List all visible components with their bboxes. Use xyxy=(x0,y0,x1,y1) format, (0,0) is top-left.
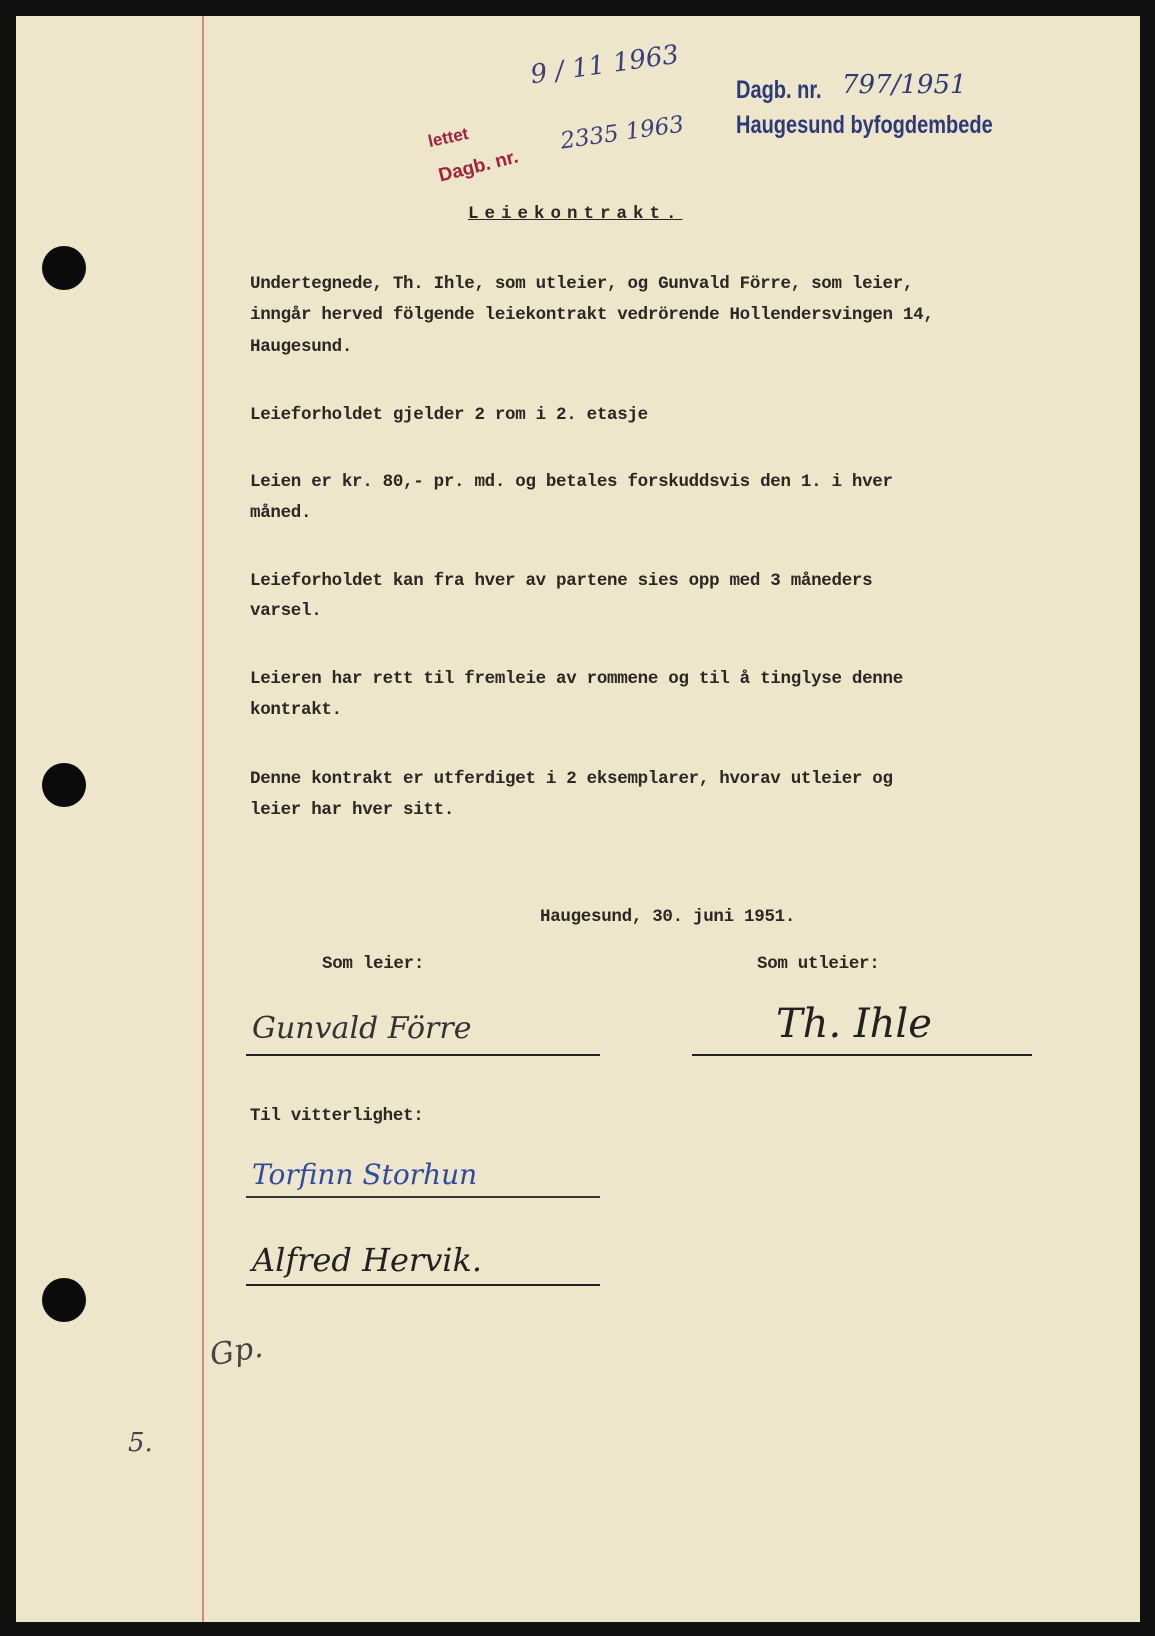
document-title: Leiekontrakt. xyxy=(468,204,683,224)
witness-signature: Torfinn Storhun xyxy=(252,1158,478,1191)
dagb-red-number: 2335 1963 xyxy=(558,111,686,155)
document-page xyxy=(16,16,1140,1622)
signature-line xyxy=(246,1284,600,1286)
punch-hole xyxy=(42,246,86,290)
tenant-signature: Gunvald Förre xyxy=(252,1011,472,1046)
slettet-date: 9 / 11 1963 xyxy=(528,39,681,91)
witness-signature: Alfred Hervik. xyxy=(252,1241,483,1279)
paragraph-line: Leieforholdet gjelder 2 rom i 2. etasje xyxy=(250,405,648,425)
dagb-red-stamp: Dagb. nr. xyxy=(436,146,521,187)
office-stamp: Haugesund byfogdembede xyxy=(736,111,993,139)
paragraph-line: leier har hver sitt. xyxy=(250,800,455,820)
place-date: Haugesund, 30. juni 1951. xyxy=(540,907,796,927)
paragraph-line: Leieforholdet kan fra hver av partene sies opp med 3 måneders xyxy=(250,571,873,591)
signature-line xyxy=(246,1054,600,1056)
tenant-label: Som leier: xyxy=(322,954,425,974)
slettet-stamp: lettet xyxy=(426,123,471,152)
paragraph-line: Leieren har rett til fremleie av rommene og til å tinglyse denne xyxy=(250,669,903,689)
paragraph-line: varsel. xyxy=(250,601,322,621)
paragraph-line: Leien er kr. 80,- pr. md. og betales forskuddsvis den 1. i hver xyxy=(250,472,893,492)
landlord-label: Som utleier: xyxy=(757,954,880,974)
margin-line xyxy=(202,16,204,1622)
paragraph-line: kontrakt. xyxy=(250,700,342,720)
dagb-number: 797/1951 xyxy=(842,70,967,100)
paragraph-line: måned. xyxy=(250,503,312,523)
landlord-signature: Th. Ihle xyxy=(776,1001,932,1047)
punch-hole xyxy=(42,1278,86,1322)
witness-label: Til vitterlighet: xyxy=(250,1106,424,1126)
page-mark: 5. xyxy=(128,1428,153,1458)
paragraph-line: inngår herved fölgende leiekontrakt vedrörende Hollendersvingen 14, xyxy=(250,305,934,325)
dagb-stamp-label: Dagb. nr. xyxy=(736,76,822,104)
signature-line xyxy=(246,1196,600,1198)
initials: Gp. xyxy=(207,1329,266,1374)
signature-line xyxy=(692,1054,1032,1056)
paragraph-line: Undertegnede, Th. Ihle, som utleier, og Gunvald Förre, som leier, xyxy=(250,274,914,294)
paragraph-line: Haugesund. xyxy=(250,337,353,357)
paragraph-line: Denne kontrakt er utferdiget i 2 eksemplarer, hvorav utleier og xyxy=(250,769,893,789)
punch-hole xyxy=(42,763,86,807)
